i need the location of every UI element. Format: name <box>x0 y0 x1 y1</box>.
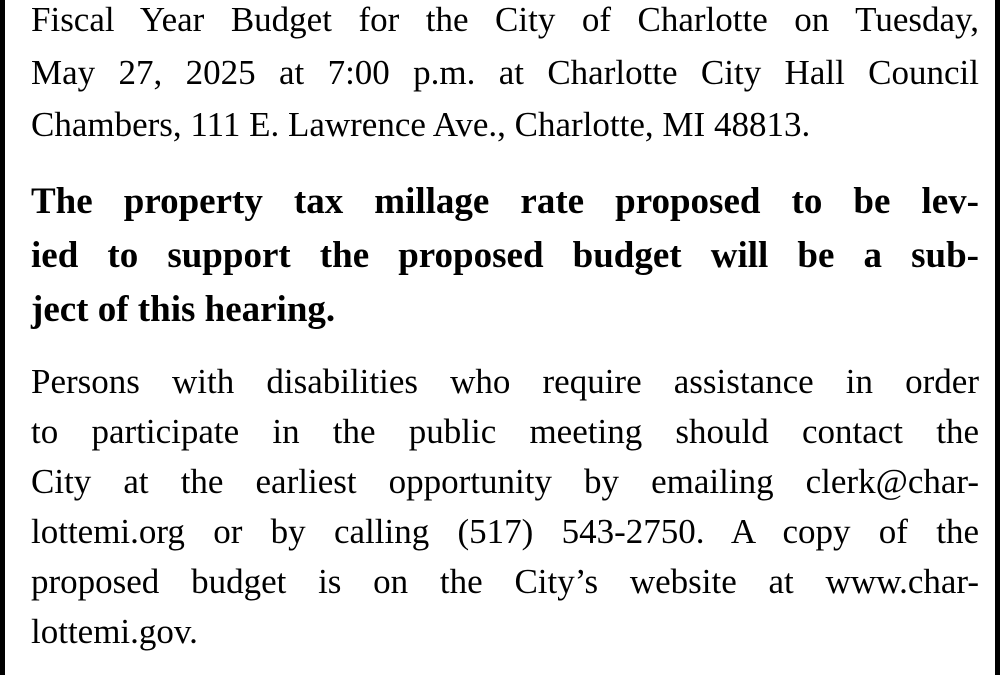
text-line: lottemi.org or by calling (517) 543-2750. A copy of the <box>31 512 979 551</box>
text-line: ied to support the proposed budget will be a sub- <box>31 235 979 276</box>
text-line: ject of this hearing. <box>31 289 336 330</box>
text-line: Fiscal Year Budget for the City of Charlotte on Tuesday, <box>31 0 979 39</box>
text-line: Persons with disabilities who require assistance in order <box>31 362 979 401</box>
text-line: Chambers, 111 E. Lawrence Ave., Charlotte, MI 48813. <box>31 105 811 144</box>
text-line: May 27, 2025 at 7:00 p.m. at Charlotte City Hall Council <box>31 53 979 92</box>
text-line: proposed budget is on the City’s website at www.char- <box>31 562 979 601</box>
text-line: The property tax millage rate proposed to be lev- <box>31 181 979 222</box>
text-line: lottemi.gov. <box>31 612 198 651</box>
text-line: to participate in the public meeting should contact the <box>31 412 979 451</box>
text-line: City at the earliest opportunity by emailing clerk@char- <box>31 462 979 501</box>
